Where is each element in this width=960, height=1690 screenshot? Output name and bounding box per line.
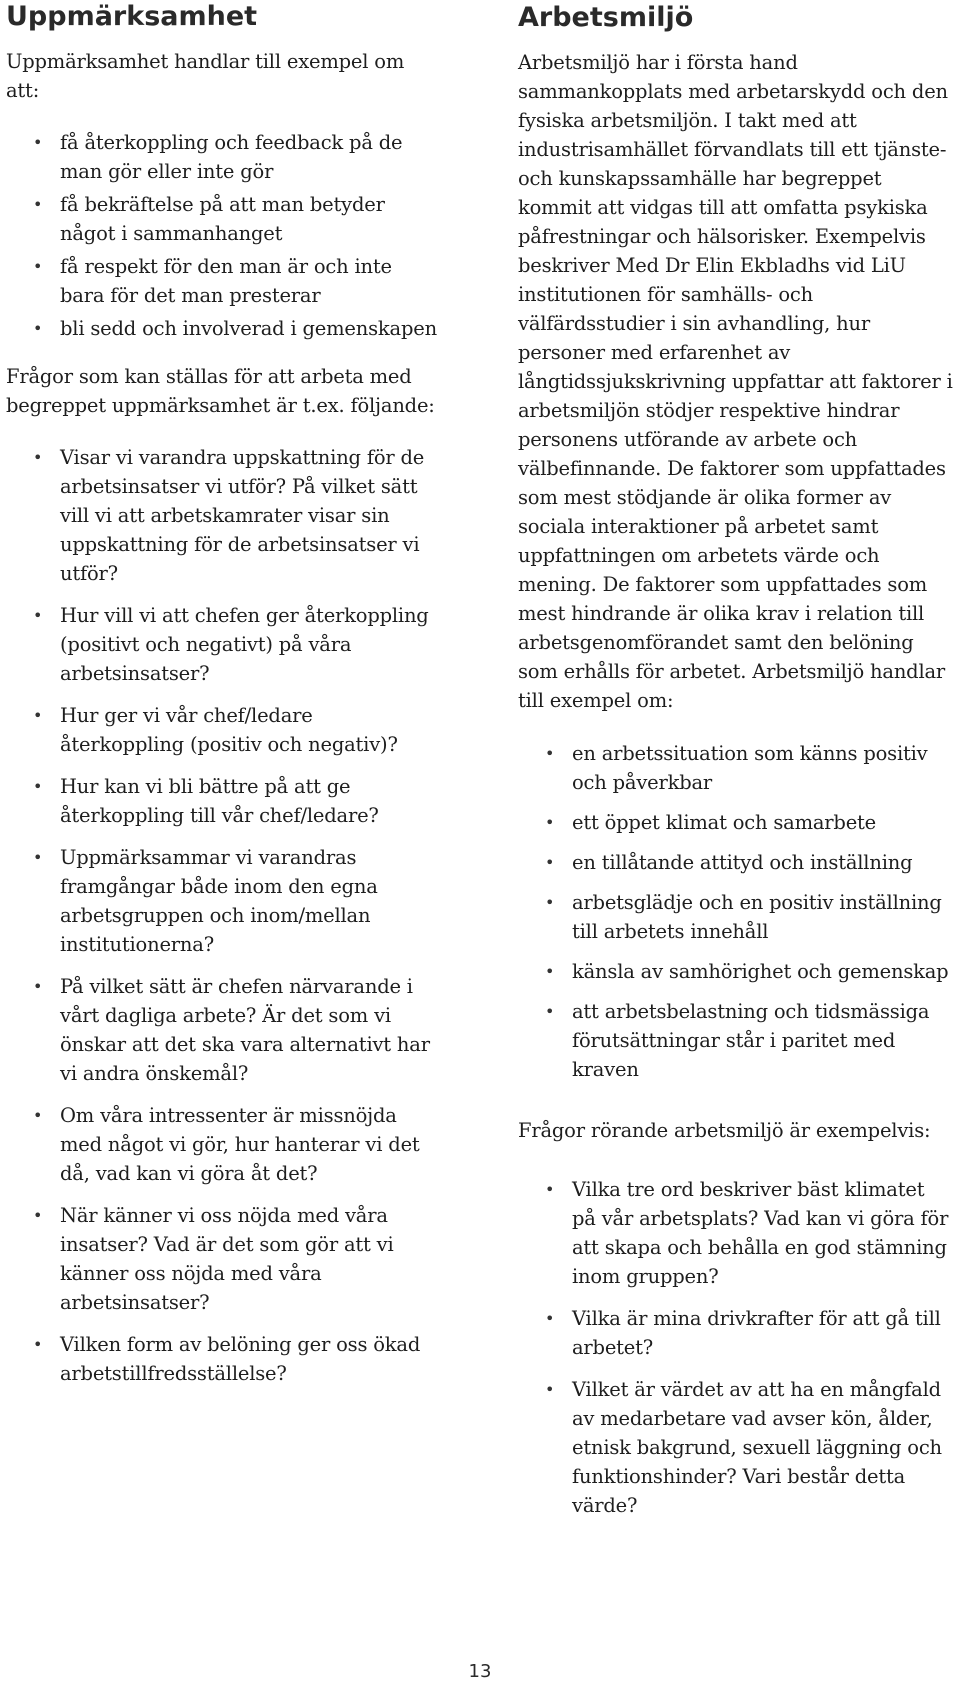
question-item: • På vilket sätt är chefen närvarande i vårt dagliga arbete? Är det som vi önskar att det ska vara alternativt har vi andra önskemål?	[31, 972, 438, 1088]
list-item: • en arbetssituation som känns positiv och påverkbar	[543, 739, 954, 797]
list-item: • arbetsglädje och en positiv inställning till arbetets innehåll	[543, 888, 954, 946]
section-intro: Uppmärksamhet handlar till exempel om att:	[6, 50, 405, 102]
question-item: • Vilket är värdet av att ha en mångfald av medarbetare vad avser kön, ålder, etnisk bakgrund, sexuell läggning och funktionshinder? Vari består detta värde?	[543, 1375, 954, 1520]
question-item: • Vilken form av belöning ger oss ökad arbetstillfredsställelse?	[31, 1330, 438, 1388]
list-item: • få bekräftelse på att man betyder något i sammanhanget	[31, 190, 438, 248]
section-intro: Arbetsmiljö har i första hand sammankopplats med arbetarskydd och den fysiska arbetsmiljön. I takt med att industrisamhället förvandlats till ett tjänste- och kunskapssamhälle har begreppet kommit att vidgas till att omfatta psykiska påfrestningar och hälsorisker. Exempelvis beskriver Med Dr Elin Ekbladhs vid LiU institutionen för samhälls- och välfärdsstudier i sin avhandling, hur personer med erfarenhet av långtidssjukskrivning uppfattar att faktorer i arbetsmiljön stödjer respektive hindrar personens utförande av arbete och välbefinnande. De faktorer som uppfattades som mest stödjande är olika former av sociala interaktioner på arbetet samt uppfattningen om arbetets värde och mening. De faktorer som uppfattades som mest hindrande är olika krav i relation till arbetsgenomförandet samt den belöning som erhålls för arbetet. Arbetsmiljö handlar till exempel om:	[518, 51, 953, 712]
questions-list	[6, 443, 438, 1388]
list-item: • att arbetsbelastning och tidsmässiga förutsättningar står i paritet med kraven	[543, 997, 954, 1084]
question-item: • Vilka är mina drivkrafter för att gå till arbetet?	[543, 1304, 954, 1362]
list-item: • känsla av samhörighet och gemenskap	[543, 957, 954, 986]
questions-intro: Frågor som kan ställas för att arbeta med begreppet uppmärksamhet är t.ex. följande:	[6, 365, 435, 417]
questions-list	[518, 1175, 954, 1520]
section-heading: Uppmärksamhet	[6, 1, 258, 32]
section-heading: Arbetsmiljö	[518, 2, 694, 33]
list-item: • få återkoppling och feedback på de man gör eller inte gör	[31, 128, 438, 186]
question-item: • Visar vi varandra uppskattning för de arbetsinsatser vi utför? På vilket sätt vill vi att arbetskamrater visar sin uppskattning för de arbetsinsatser vi utför?	[31, 443, 438, 588]
page-number: 13	[468, 1661, 492, 1682]
question-item: • Hur kan vi bli bättre på att ge återkoppling till vår chef/ledare?	[31, 772, 438, 830]
list-item: • få respekt för den man är och inte bara för det man presterar	[31, 252, 438, 310]
column-arbetsmiljo	[518, 0, 954, 1533]
column-uppmarksamhet	[6, 0, 438, 1401]
questions-intro: Frågor rörande arbetsmiljö är exempelvis:	[518, 1119, 931, 1142]
question-item: • Hur ger vi vår chef/ledare återkoppling (positiv och negativ)?	[31, 701, 438, 759]
question-item: • Vilka tre ord beskriver bäst klimatet på vår arbetsplats? Vad kan vi göra för att skapa och behålla en god stämning inom gruppen?	[543, 1175, 954, 1291]
question-item: • Hur vill vi att chefen ger återkoppling (positivt och negativt) på våra arbetsinsatser?	[31, 601, 438, 688]
attention-list	[6, 128, 438, 343]
question-item: • När känner vi oss nöjda med våra insatser? Vad är det som gör att vi känner oss nöjda med våra arbetsinsatser?	[31, 1201, 438, 1317]
work-environment-list	[518, 739, 954, 1084]
question-item: • Om våra intressenter är missnöjda med något vi gör, hur hanterar vi det då, vad kan vi göra åt det?	[31, 1101, 438, 1188]
list-item: • en tillåtande attityd och inställning	[543, 848, 954, 877]
list-item: • bli sedd och involverad i gemenskapen	[31, 314, 438, 343]
list-item: • ett öppet klimat och samarbete	[543, 808, 954, 837]
question-item: • Uppmärksammar vi varandras framgångar både inom den egna arbetsgruppen och inom/mellan institutionerna?	[31, 843, 438, 959]
